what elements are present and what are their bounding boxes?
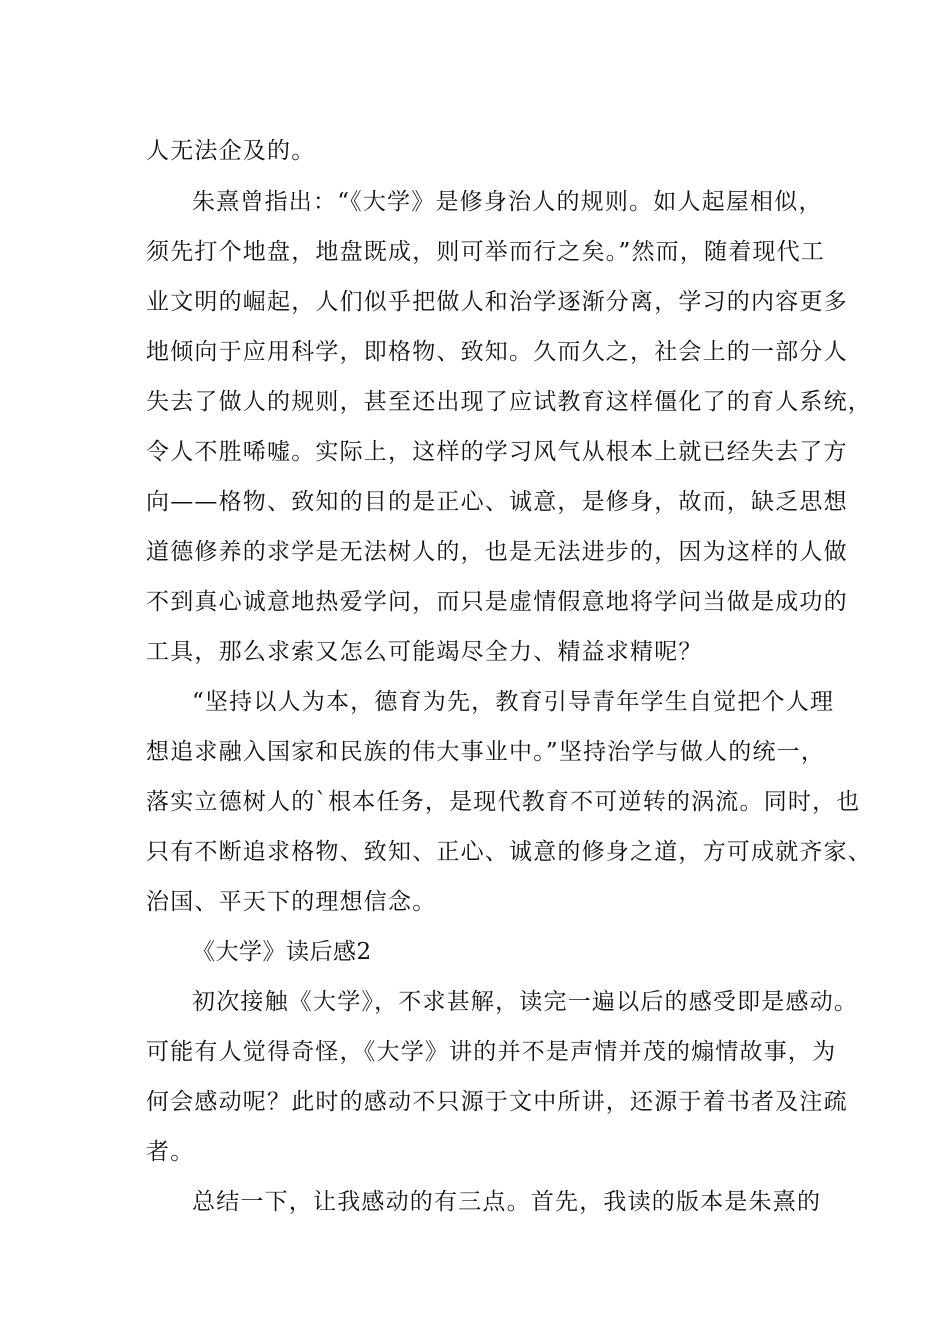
paragraph-line: 业文明的崛起，人们似乎把做人和治学逐渐分离，学习的内容更多 [146,289,848,315]
paragraph-line: 初次接触《大学》，不求甚解，读完一遍以后的感受即是感动。 [192,989,859,1015]
paragraph-line: 令人不胜唏嘘。实际上，这样的学习风气从根本上就已经失去了方 [146,439,848,465]
paragraph-line: 道德修养的求学是无法树人的，也是无法进步的，因为这样的人做 [146,539,848,565]
paragraph-line: 只有不断追求格物、致知、正心、诚意的修身之道，方可成就齐家、 [146,839,872,865]
paragraph-line: 治国、平天下的理想信念。 [146,889,437,915]
paragraph-line: 不到真心诚意地热爱学问，而只是虚情假意地将学问当做是成功的 [146,589,848,615]
paragraph-line: 何会感动呢？此时的感动不只源于文中所讲，还源于着书者及注疏 [146,1089,848,1115]
paragraph-line: 可能有人觉得奇怪，《大学》讲的并不是声情并茂的煽情故事，为 [146,1039,837,1065]
paragraph-line: 失去了做人的规则，甚至还出现了应试教育这样僵化了的育人系统， [146,389,872,415]
paragraph-line: “坚持以人为本，德育为先，教育引导青年学生自觉把个人理 [192,689,835,715]
paragraph-line: 地倾向于应用科学，即格物、致知。久而久之，社会上的一部分人 [146,339,848,365]
paragraph-line: 落实立德树人的`根本任务，是现代教育不可逆转的涡流。同时，也 [146,789,861,815]
paragraph-line: 人无法企及的。 [146,138,316,164]
paragraph-line: 总结一下，让我感动的有三点。首先，我读的版本是朱熹的 [192,1189,822,1215]
paragraph-line: 者。 [146,1139,195,1165]
paragraph-line: 须先打个地盘，地盘既成，则可举而行之矣。”然而，随着现代工 [146,239,826,265]
paragraph-line: 工具，那么求索又怎么可能竭尽全力、精益求精呢？ [146,639,703,665]
paragraph-line: 向——格物、致知的目的是正心、诚意，是修身，故而，缺乏思想 [146,489,848,515]
paragraph-line: 想追求融入国家和民族的伟大事业中。”坚持治学与做人的统一， [146,739,826,765]
paragraph-line: 朱熹曾指出：“《大学》是修身治人的规则。如人起屋相似， [192,189,823,215]
section-heading: 《大学》读后感2 [192,939,372,965]
